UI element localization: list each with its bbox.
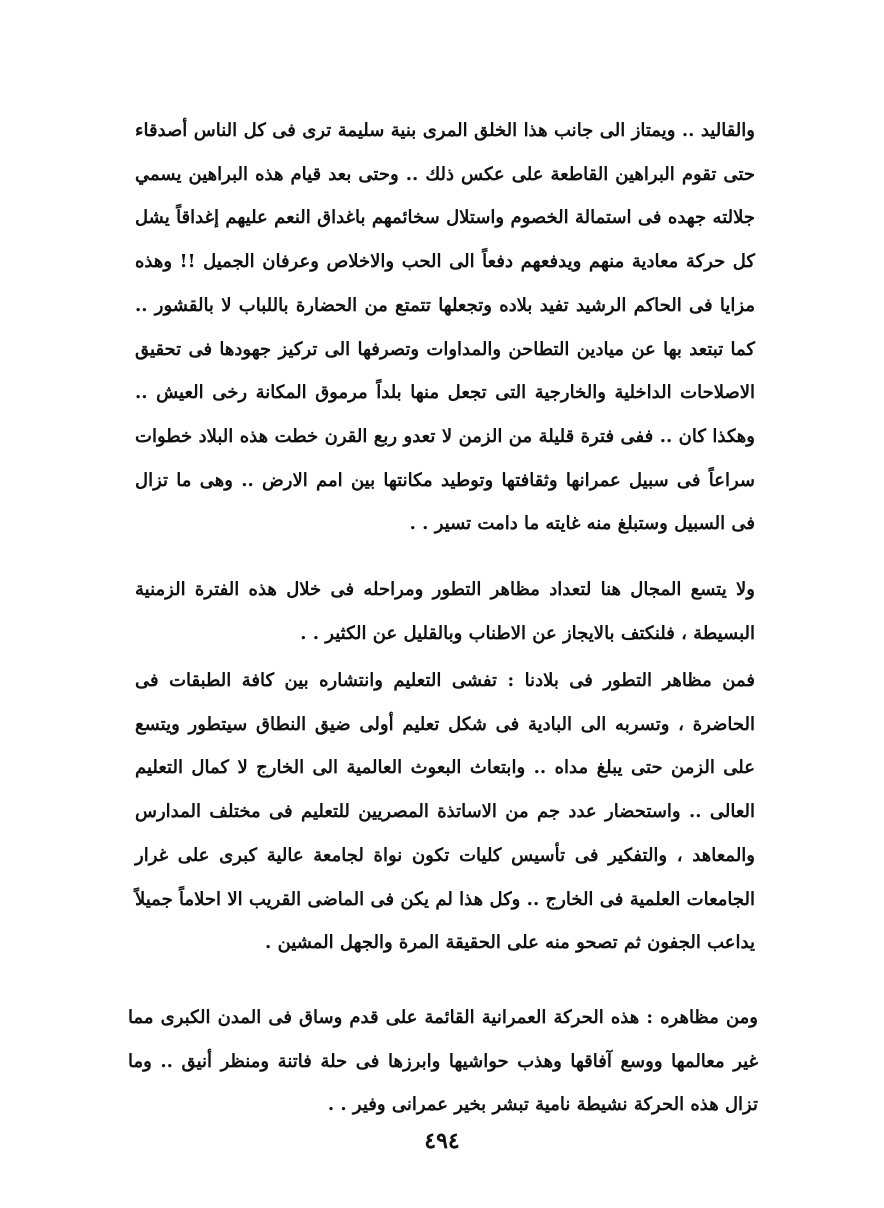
paragraph-1: والقاليد .. ويمتاز الى جانب هذا الخلق المرى بنية سليمة ترى فى كل الناس أصدقاء حتى تقوم البراهين القاطعة على عكس ذلك .. وحتى بعد قيام هذه البراهين يسمي جلالته جهده فى استمالة الخصوم واستلال سخائمهم باغداق النعم عليهم إغداقاً يشل كل حركة معادية منهم ويدفعهم دفعاً الى الحب والاخلاص وعرفان الجميل !! وهذه مزايا فى الحاكم الرشيد تفيد بلاده وتجعلها تتمتع من الحضارة باللباب لا بالقشور .. كما تبتعد بها عن ميادين التطاحن والمداوات وتصرفها الى تركيز جهودها فى تحقيق الاصلاحات الداخلية والخارجية التى تجعل منها بلداً مرموق المكانة رخى العيش .. وهكذا كان .. ففى فترة قليلة من الزمن لا تعدو ربع القرن خطت هذه البلاد خطوات سراعاً فى سبيل عمرانها وثقافتها وتوطيد مكانتها بين امم الارض .. وهى ما تزال فى السبيل وستبلغ منه غايته ما دامت تسير . . (135, 120, 755, 535)
paragraph-2: ولا يتسع المجال هنا لتعداد مظاهر التطور ومراحله فى خلال هذه الفترة الزمنية البسيطة ، فلنكتف بالايجاز عن الاطناب وبالقليل عن الكثير . . (135, 579, 755, 644)
page-number: ٤٩٤ (424, 1128, 460, 1154)
paragraph-4: ومن مظاهره : هذه الحركة العمرانية القائمة على قدم وساق فى المدن الكبرى مما غير معالمها ووسع آفاقها وهذب حواشيها وابرزها فى حلة فاتنة ومنظر أنيق .. وما تزال هذه الحركة نشيطة نامية تبشر بخير عمرانى وفير . . (128, 1007, 758, 1116)
paragraph-3: فمن مظاهر التطور فى بلادنا : تفشى التعليم وانتشاره بين كافة الطبقات فى الحاضرة ، وتسربه الى البادية فى شكل تعليم أولى ضيق النطاق سيتطور ويتسع على الزمن حتى يبلغ مداه .. وابتعاث البعوث العالمية الى الخارج لا كمال التعليم العالى .. واستحضار عدد جم من الاساتذة المصريين للتعليم فى مختلف المدارس والمعاهد ، والتفكير فى تأسيس كليات تكون نواة لجامعة عالية كبرى على غرار الجامعات العلمية فى الخارج .. وكل هذا لم يكن فى الماضى القريب الا احلاماً جميلاً يداعب الجفون ثم تصحو منه على الحقيقة المرة والجهل المشين . (135, 670, 755, 954)
